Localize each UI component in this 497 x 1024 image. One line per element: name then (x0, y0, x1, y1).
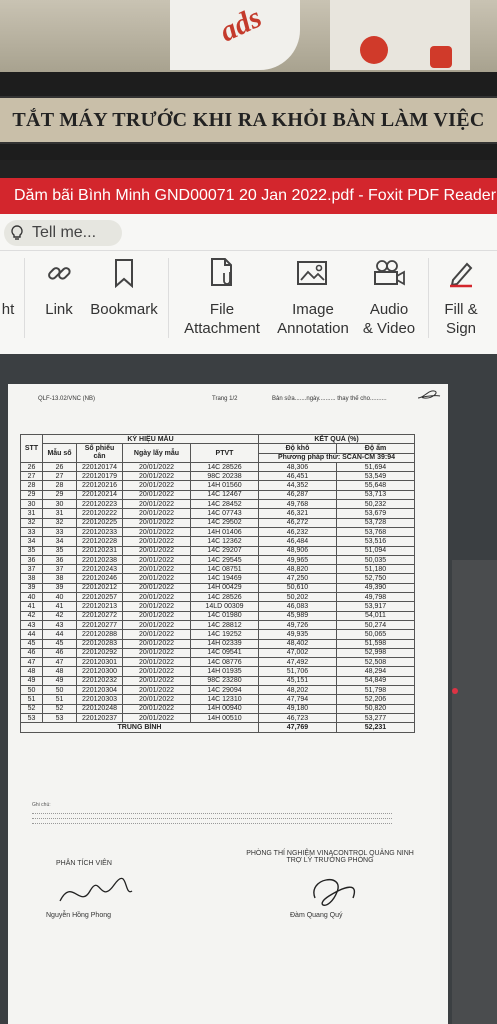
table-cell: 37 (21, 565, 43, 574)
table-cell: 14C 07743 (191, 509, 259, 518)
table-cell: 41 (21, 602, 43, 611)
audio-video-label-2: & Video (362, 320, 416, 337)
average-doam: 52,231 (337, 723, 415, 732)
tool-partial[interactable] (0, 256, 16, 319)
table-cell: 45,989 (259, 611, 337, 620)
table-row (21, 695, 415, 704)
audio-video-icon (358, 256, 420, 290)
fill-sign-button[interactable] (436, 256, 486, 338)
table-cell: 20/01/2022 (123, 593, 191, 602)
table-row (21, 593, 415, 602)
table-cell: 34 (43, 537, 77, 546)
table-row (21, 611, 415, 620)
file-attachment-label-2: Attachment (184, 320, 260, 337)
table-cell: 28 (21, 481, 43, 490)
page-number: Trang 1/2 (212, 396, 238, 402)
table-cell: 49,798 (337, 593, 415, 602)
indicator-dot (452, 688, 458, 694)
window-title: Dăm bãi Bình Minh GND00071 20 Jan 2022.pdf - Foxit PDF Reader (14, 187, 497, 204)
table-cell: 14H 00429 (191, 583, 259, 592)
table-cell: 47,794 (259, 695, 337, 704)
table-cell: 20/01/2022 (123, 602, 191, 611)
table-cell: 32 (43, 518, 77, 527)
table-cell: 49,965 (259, 555, 337, 564)
header-stt: STT (21, 435, 43, 463)
table-cell: 38 (43, 574, 77, 583)
table-cell: 20/01/2022 (123, 509, 191, 518)
header-ketqua: KẾT QUẢ (%) (259, 435, 415, 444)
average-dokho: 47,769 (259, 723, 337, 732)
tell-me-placeholder: Tell me... (32, 224, 97, 241)
table-cell: 53 (43, 713, 77, 722)
table-cell: 220120228 (77, 537, 123, 546)
table-row (21, 509, 415, 518)
table-cell: 98C 23280 (191, 676, 259, 685)
table-cell: 46,232 (259, 527, 337, 536)
table-cell: 20/01/2022 (123, 500, 191, 509)
table-cell: 48,402 (259, 639, 337, 648)
table-cell: 51,598 (337, 639, 415, 648)
audio-video-button[interactable] (358, 256, 420, 338)
table-cell: 33 (43, 527, 77, 536)
link-button[interactable] (38, 256, 80, 319)
analyst-name: Nguyễn Hồng Phong (46, 912, 111, 919)
table-cell: 48,906 (259, 546, 337, 555)
table-cell: 20/01/2022 (123, 611, 191, 620)
table-cell: 220120272 (77, 611, 123, 620)
table-cell: 53,277 (337, 713, 415, 722)
table-cell: 14C 12310 (191, 695, 259, 704)
table-cell: 20/01/2022 (123, 546, 191, 555)
table-cell: 52,750 (337, 574, 415, 583)
image-annotation-button[interactable] (272, 256, 354, 338)
table-cell: 220120301 (77, 658, 123, 667)
table-cell: 220120292 (77, 648, 123, 657)
table-cell: 28 (43, 481, 77, 490)
table-cell: 14C 19252 (191, 630, 259, 639)
table-cell: 51 (43, 695, 77, 704)
lab-name: PHÒNG THÍ NGHIỆM VINACONTROL QUẢNG NINH (246, 850, 414, 857)
table-cell: 48,294 (337, 667, 415, 676)
table-cell: 20/01/2022 (123, 537, 191, 546)
link-label: Link (45, 301, 73, 318)
image-annotation-label-2: Annotation (277, 320, 349, 337)
table-cell: 50 (21, 686, 43, 695)
table-row (21, 500, 415, 509)
note-line (32, 822, 392, 824)
table-cell: 220120277 (77, 620, 123, 629)
table-cell: 14H 00940 (191, 704, 259, 713)
table-cell: 220120213 (77, 602, 123, 611)
table-cell: 51 (21, 695, 43, 704)
table-cell: 30 (21, 500, 43, 509)
assistant-title: TRỢ LÝ TRƯỞNG PHÒNG (286, 857, 374, 864)
header-sophieu: Số phiếu cân (77, 444, 123, 463)
table-cell: 20/01/2022 (123, 695, 191, 704)
table-row (21, 518, 415, 527)
table-cell: 46,484 (259, 537, 337, 546)
table-cell: 52,998 (337, 648, 415, 657)
table-cell: 20/01/2022 (123, 481, 191, 490)
table-cell: 220120248 (77, 704, 123, 713)
table-row (21, 602, 415, 611)
table-cell: 220120214 (77, 490, 123, 499)
table-cell: 14H 02339 (191, 639, 259, 648)
table-cell: 54,011 (337, 611, 415, 620)
table-cell: 52 (21, 704, 43, 713)
table-cell: 20/01/2022 (123, 555, 191, 564)
table-cell: 35 (21, 546, 43, 555)
table-cell: 55,648 (337, 481, 415, 490)
table-cell: 35 (43, 546, 77, 555)
average-label: TRUNG BÌNH (21, 723, 259, 732)
image-annotation-icon (272, 256, 354, 290)
table-row (21, 658, 415, 667)
table-cell: 42 (21, 611, 43, 620)
table-cell: 44 (43, 630, 77, 639)
table-cell: 51,706 (259, 667, 337, 676)
table-cell: 50 (43, 686, 77, 695)
table-cell: 53,713 (337, 490, 415, 499)
table-cell: 14C 09541 (191, 648, 259, 657)
table-cell: 37 (43, 565, 77, 574)
table-cell: 20/01/2022 (123, 490, 191, 499)
table-cell: 27 (21, 472, 43, 481)
table-cell: 49 (43, 676, 77, 685)
table-cell: 14C 28526 (191, 462, 259, 471)
lightbulb-icon (10, 225, 24, 241)
table-cell: 220120216 (77, 481, 123, 490)
table-cell: 43 (43, 620, 77, 629)
table-cell: 33 (21, 527, 43, 536)
table-cell: 47,492 (259, 658, 337, 667)
table-cell: 49 (21, 676, 43, 685)
table-cell: 31 (21, 509, 43, 518)
table-cell: 220120303 (77, 695, 123, 704)
table-row (21, 676, 415, 685)
table-cell: 47,002 (259, 648, 337, 657)
header-kyhieu: KÝ HIỆU MẪU (43, 435, 259, 444)
table-cell: 48 (43, 667, 77, 676)
notes (32, 802, 392, 827)
table-cell: 29 (43, 490, 77, 499)
table-cell: 20/01/2022 (123, 574, 191, 583)
table-cell: 14C 12362 (191, 537, 259, 546)
table-row (21, 583, 415, 592)
table-cell: 14C 29094 (191, 686, 259, 695)
average-row (21, 723, 415, 732)
table-cell: 50,065 (337, 630, 415, 639)
table-cell: 20/01/2022 (123, 565, 191, 574)
table-cell: 49,390 (337, 583, 415, 592)
table-row (21, 667, 415, 676)
header-ptvt: PTVT (191, 444, 259, 463)
table-cell: 31 (43, 509, 77, 518)
fill-sign-label-1: Fill & (444, 301, 478, 318)
table-cell: 14H 01560 (191, 481, 259, 490)
table-cell: 51,798 (337, 686, 415, 695)
table-cell: 220120283 (77, 639, 123, 648)
analyst-signature (56, 871, 136, 911)
table-row (21, 565, 415, 574)
table-cell: 46 (21, 648, 43, 657)
table-cell: 220120212 (77, 583, 123, 592)
form-code: QLF-13.02/VNC (NB) (38, 396, 96, 402)
table-cell: 26 (21, 462, 43, 471)
table-cell: 220120225 (77, 518, 123, 527)
table-cell: 220120238 (77, 555, 123, 564)
table-row (21, 537, 415, 546)
table-cell: 220120243 (77, 565, 123, 574)
table-cell: 14C 28812 (191, 620, 259, 629)
table-cell: 47,250 (259, 574, 337, 583)
table-cell: 20/01/2022 (123, 658, 191, 667)
table-cell: 220120246 (77, 574, 123, 583)
table-cell: 14C 28452 (191, 500, 259, 509)
table-cell: 46,321 (259, 509, 337, 518)
table-cell: 14C 19469 (191, 574, 259, 583)
table-cell: 50,274 (337, 620, 415, 629)
table-cell: 34 (21, 537, 43, 546)
table-cell: 51,180 (337, 565, 415, 574)
notice-banner (0, 96, 497, 144)
table-cell: 220120304 (77, 686, 123, 695)
table-cell: 14H 01406 (191, 527, 259, 536)
tool-partial-label: ht (1, 301, 15, 318)
table-cell: 14LD 00309 (191, 602, 259, 611)
tell-me-search[interactable] (4, 220, 122, 246)
table-cell: 53,679 (337, 509, 415, 518)
table-cell: 20/01/2022 (123, 686, 191, 695)
table-cell: 49,768 (259, 500, 337, 509)
table-cell: 46,287 (259, 490, 337, 499)
table-cell: 41 (43, 602, 77, 611)
table-cell: 46 (43, 648, 77, 657)
ribbon-divider (0, 250, 497, 251)
table-cell: 54,849 (337, 676, 415, 685)
wall-logo: ads (214, 0, 267, 49)
table-cell: 220120233 (77, 527, 123, 536)
table-row (21, 472, 415, 481)
viewport-margin (452, 560, 497, 1024)
table-cell: 44 (21, 630, 43, 639)
table-cell: 20/01/2022 (123, 667, 191, 676)
table-cell: 20/01/2022 (123, 713, 191, 722)
table-cell: 48,820 (259, 565, 337, 574)
table-cell: 42 (43, 611, 77, 620)
table-row (21, 481, 415, 490)
table-cell: 46,451 (259, 472, 337, 481)
table-cell: 44,352 (259, 481, 337, 490)
table-cell: 220120232 (77, 676, 123, 685)
table-cell: 220120174 (77, 462, 123, 471)
table-cell: 20/01/2022 (123, 648, 191, 657)
pen-icon (436, 256, 486, 290)
prohibition-sign-icon (430, 46, 452, 68)
table-row (21, 630, 415, 639)
table-cell: 53 (21, 713, 43, 722)
office-background (0, 0, 497, 72)
table-cell: 39 (21, 583, 43, 592)
table-cell: 98C 20238 (191, 472, 259, 481)
window-titlebar (0, 178, 497, 214)
table-cell: 46,083 (259, 602, 337, 611)
manager-signature (295, 868, 365, 914)
ribbon-separator (168, 258, 169, 338)
page-header (14, 388, 450, 410)
table-row (21, 686, 415, 695)
bookmark-label: Bookmark (90, 301, 158, 318)
table-cell: 14C 29502 (191, 518, 259, 527)
table-cell: 49,726 (259, 620, 337, 629)
edition-info: Bản sửa.......ngày.......... thay thế cho.......... (272, 396, 387, 402)
table-cell: 50,232 (337, 500, 415, 509)
table-cell: 38 (21, 574, 43, 583)
table-cell: 220120257 (77, 593, 123, 602)
table-cell: 53,549 (337, 472, 415, 481)
image-annotation-label-1: Image (292, 301, 334, 318)
header-method: Phương pháp thử: SCAN-CM 39:94 (259, 453, 415, 462)
table-cell: 20/01/2022 (123, 620, 191, 629)
table-row (21, 555, 415, 564)
table-cell: 14H 00510 (191, 713, 259, 722)
table-cell: 52,206 (337, 695, 415, 704)
table-cell: 48,202 (259, 686, 337, 695)
ribbon-separator (24, 258, 25, 338)
table-cell: 52 (43, 704, 77, 713)
table-cell: 14C 29545 (191, 555, 259, 564)
results-table (20, 434, 415, 733)
lab-block (230, 850, 430, 916)
header-mauso: Mẫu số (43, 444, 77, 463)
table-row (21, 527, 415, 536)
table-cell: 20/01/2022 (123, 630, 191, 639)
analyst-block (56, 860, 136, 913)
table-cell: 51,694 (337, 462, 415, 471)
table-row (21, 639, 415, 648)
table-cell: 32 (21, 518, 43, 527)
table-cell: 49,935 (259, 630, 337, 639)
table-cell: 40 (43, 593, 77, 602)
table-cell: 53,728 (337, 518, 415, 527)
table-cell: 20/01/2022 (123, 518, 191, 527)
table-cell: 14C 28526 (191, 593, 259, 602)
header-dokho: Độ khô (259, 444, 337, 453)
table-cell: 27 (43, 472, 77, 481)
table-cell: 14C 29207 (191, 546, 259, 555)
table-row (21, 546, 415, 555)
table-cell: 51,094 (337, 546, 415, 555)
table-cell: 20/01/2022 (123, 583, 191, 592)
notice-text: TẮT MÁY TRƯỚC KHI RA KHỎI BÀN LÀM VIỆC (12, 108, 485, 131)
table-cell: 45,151 (259, 676, 337, 685)
file-attachment-label-1: File (209, 301, 235, 318)
table-cell: 220120231 (77, 546, 123, 555)
table-cell: 53,516 (337, 537, 415, 546)
notes-title: Ghi chú: (32, 802, 51, 808)
table-cell: 52,508 (337, 658, 415, 667)
file-attachment-icon (180, 256, 264, 290)
table-cell: 20/01/2022 (123, 639, 191, 648)
note-line (32, 812, 392, 814)
table-cell: 29 (21, 490, 43, 499)
ribbon-separator (428, 258, 429, 338)
table-row (21, 704, 415, 713)
table-cell: 14C 08776 (191, 658, 259, 667)
file-attachment-button[interactable] (180, 256, 264, 338)
table-cell: 220120288 (77, 630, 123, 639)
table-cell: 50,202 (259, 593, 337, 602)
table-cell: 49,180 (259, 704, 337, 713)
audio-video-label-1: Audio (369, 301, 409, 318)
table-cell: 20/01/2022 (123, 472, 191, 481)
analyst-title: PHÂN TÍCH VIÊN (56, 860, 112, 867)
table-cell: 53,768 (337, 527, 415, 536)
table-cell: 14H 01935 (191, 667, 259, 676)
header-signature (416, 388, 442, 407)
table-cell: 20/01/2022 (123, 527, 191, 536)
table-cell: 220120179 (77, 472, 123, 481)
table-cell: 45 (43, 639, 77, 648)
header-doam: Độ ẩm (337, 444, 415, 453)
table-row (21, 574, 415, 583)
table-row (21, 462, 415, 471)
table-cell: 47 (43, 658, 77, 667)
table-cell: 50,820 (337, 704, 415, 713)
link-icon (38, 256, 80, 290)
table-cell: 220120222 (77, 509, 123, 518)
table-cell: 46,272 (259, 518, 337, 527)
table-cell: 47 (21, 658, 43, 667)
table-row (21, 648, 415, 657)
table-cell: 50,610 (259, 583, 337, 592)
table-cell: 40 (21, 593, 43, 602)
bookmark-icon (88, 256, 160, 290)
table-row (21, 620, 415, 629)
bookmark-button[interactable] (88, 256, 160, 319)
table-cell: 36 (21, 555, 43, 564)
table-row (21, 713, 415, 722)
table-cell: 50,035 (337, 555, 415, 564)
table-row (21, 490, 415, 499)
table-cell: 30 (43, 500, 77, 509)
fill-sign-label-2: Sign (445, 320, 477, 337)
table-cell: 220120237 (77, 713, 123, 722)
header-ngaylay: Ngày lấy mẫu (123, 444, 191, 463)
table-cell: 53,917 (337, 602, 415, 611)
table-cell: 14C 01980 (191, 611, 259, 620)
table-cell: 20/01/2022 (123, 462, 191, 471)
table-cell: 26 (43, 462, 77, 471)
manager-name: Đàm Quang Quý (290, 912, 343, 919)
table-cell: 43 (21, 620, 43, 629)
table-cell: 48,306 (259, 462, 337, 471)
table-cell: 220120223 (77, 500, 123, 509)
table-cell: 39 (43, 583, 77, 592)
table-cell: 14C 12467 (191, 490, 259, 499)
table-cell: 14C 08751 (191, 565, 259, 574)
note-line (32, 817, 392, 819)
prohibition-sign-icon (360, 36, 388, 64)
table-cell: 20/01/2022 (123, 704, 191, 713)
table-cell: 46,723 (259, 713, 337, 722)
table-cell: 48 (21, 667, 43, 676)
table-cell: 36 (43, 555, 77, 564)
table-cell: 20/01/2022 (123, 676, 191, 685)
table-cell: 220120300 (77, 667, 123, 676)
table-cell: 45 (21, 639, 43, 648)
